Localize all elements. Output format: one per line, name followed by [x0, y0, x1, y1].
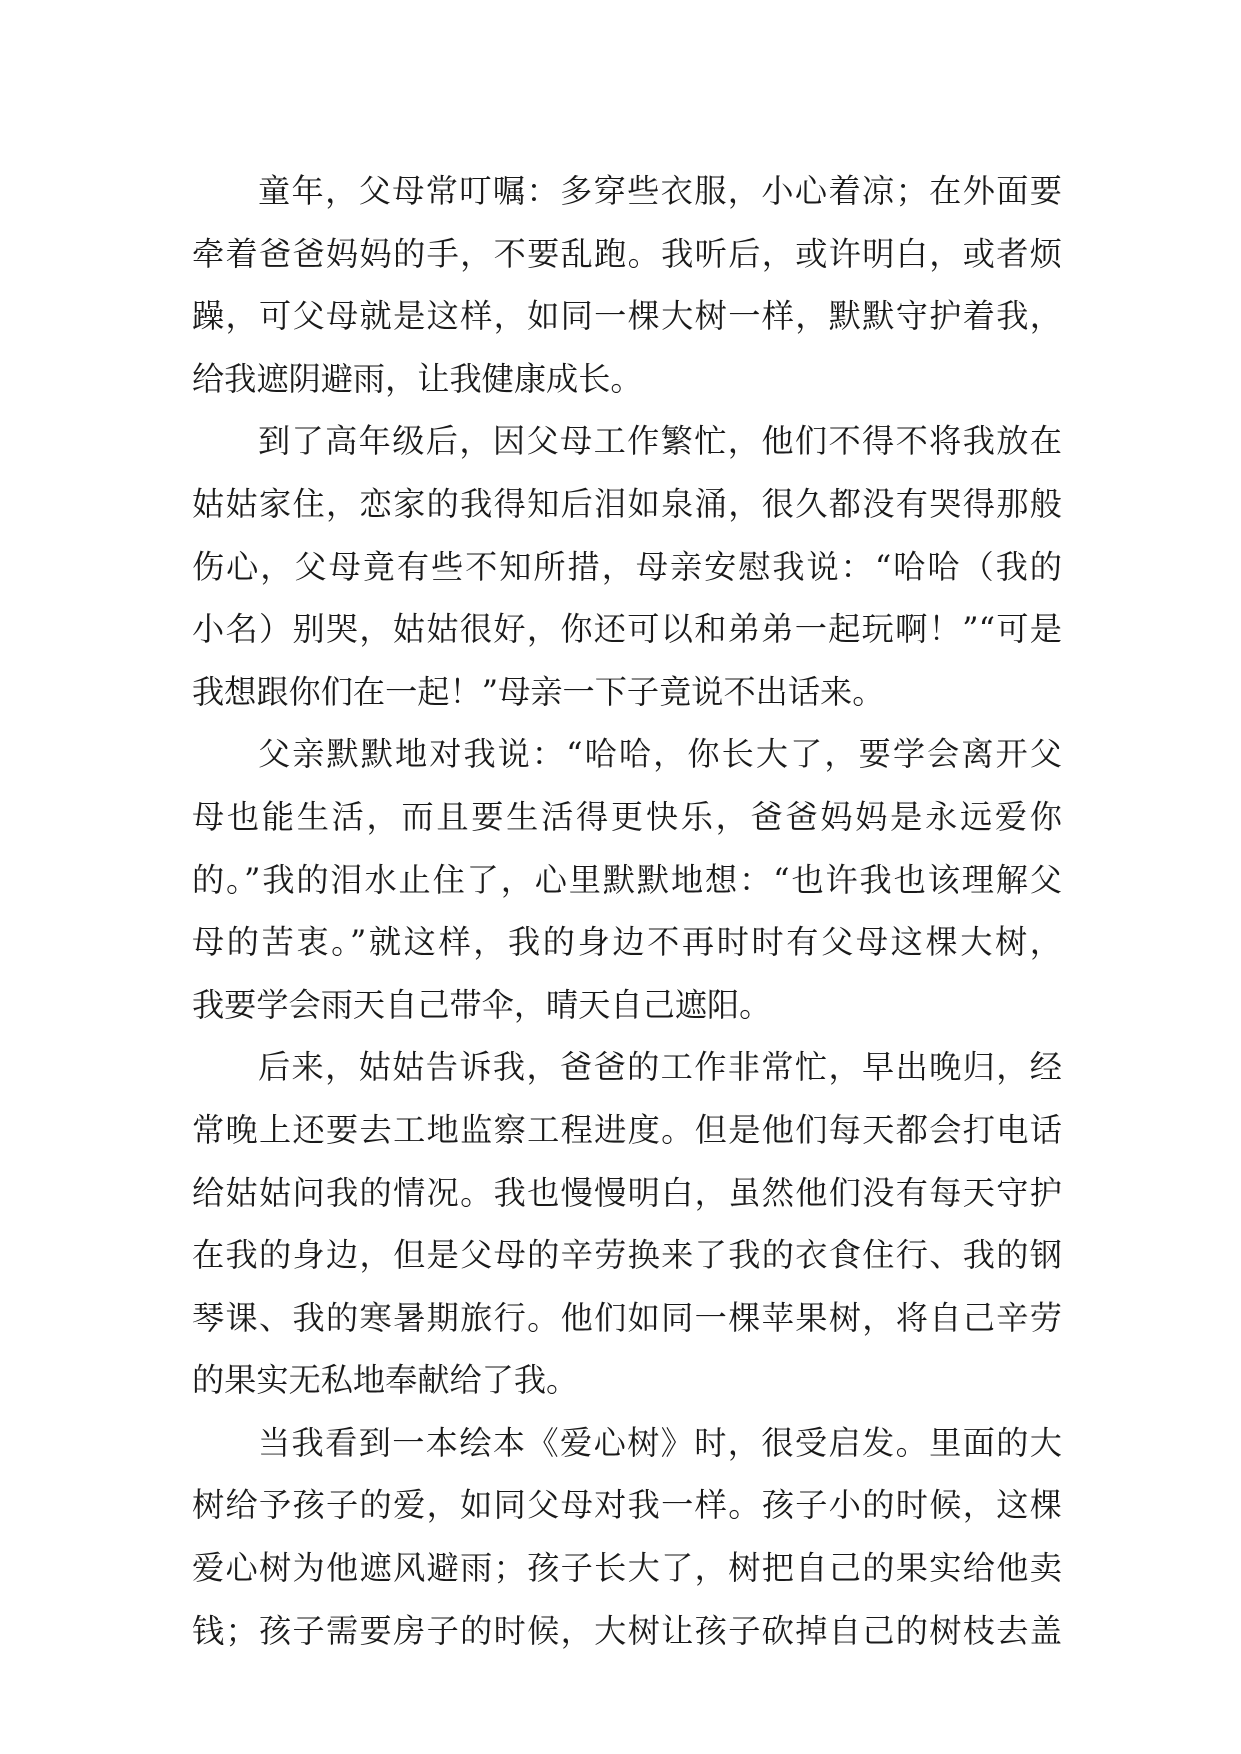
paragraph-line: 伤心，父母竟有些不知所措，母亲安慰我说：“哈哈（我的 [192, 547, 1062, 586]
paragraph-line: 小名）别哭，姑姑很好，你还可以和弟弟一起玩啊！”“可是 [192, 610, 1062, 649]
paragraph-line: 母的苦衷。”就这样，我的身边不再时时有父母这棵大树， [192, 923, 1062, 962]
paragraph-3 [192, 723, 1062, 1036]
paragraph-line: 躁，可父母就是这样，如同一棵大树一样，默默守护着我， [192, 297, 1062, 336]
paragraph-line: 常晚上还要去工地监察工程进度。但是他们每天都会打电话 [192, 1110, 1062, 1149]
paragraph-line: 给姑姑问我的情况。我也慢慢明白，虽然他们没有每天守护 [192, 1173, 1062, 1212]
paragraph-line: 琴课、我的寒暑期旅行。他们如同一棵苹果树，将自己辛劳 [192, 1298, 1062, 1337]
paragraph-line: 后来，姑姑告诉我，爸爸的工作非常忙，早出晚归，经 [258, 1048, 1062, 1087]
paragraph-line: 钱；孩子需要房子的时候，大树让孩子砍掉自己的树枝去盖 [192, 1611, 1062, 1650]
paragraph-line: 的。”我的泪水止住了，心里默默地想：“也许我也该理解父 [192, 860, 1062, 899]
paragraph-4 [192, 1036, 1062, 1412]
paragraph-line: 的果实无私地奉献给了我。 [192, 1361, 579, 1400]
paragraph-2 [192, 410, 1062, 723]
essay-body [192, 160, 1062, 1662]
paragraph-line: 到了高年级后，因父母工作繁忙，他们不得不将我放在 [258, 422, 1062, 461]
paragraph-1 [192, 160, 1062, 410]
paragraph-line: 给我遮阴避雨，让我健康成长。 [192, 359, 643, 398]
paragraph-line: 母也能生活，而且要生活得更快乐，爸爸妈妈是永远爱你 [192, 797, 1062, 836]
paragraph-line: 我要学会雨天自己带伞，晴天自己遮阳。 [192, 985, 772, 1024]
paragraph-line: 我想跟你们在一起！”母亲一下子竟说不出话来。 [192, 672, 885, 711]
paragraph-line: 父亲默默地对我说：“哈哈，你长大了，要学会离开父 [258, 735, 1062, 774]
paragraph-line: 姑姑家住，恋家的我得知后泪如泉涌，很久都没有哭得那般 [192, 484, 1062, 523]
paragraph-line: 树给予孩子的爱，如同父母对我一样。孩子小的时候，这棵 [192, 1486, 1062, 1525]
paragraph-line: 牵着爸爸妈妈的手，不要乱跑。我听后，或许明白，或者烦 [192, 234, 1062, 273]
paragraph-line: 童年，父母常叮嘱：多穿些衣服，小心着凉；在外面要 [258, 172, 1062, 210]
paragraph-line: 当我看到一本绘本《爱心树》时，很受启发。里面的大 [258, 1423, 1062, 1462]
paragraph-line: 爱心树为他遮风避雨；孩子长大了，树把自己的果实给他卖 [192, 1549, 1062, 1588]
paragraph-5 [192, 1412, 1062, 1662]
paragraph-line: 在我的身边，但是父母的辛劳换来了我的衣食住行、我的钢 [192, 1236, 1062, 1275]
